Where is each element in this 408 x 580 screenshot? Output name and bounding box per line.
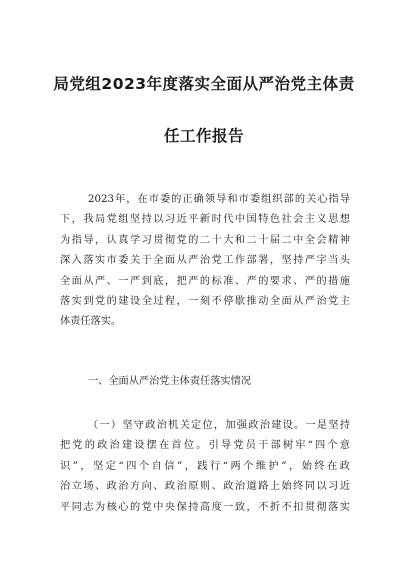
paragraph-line: 下，我局党组坚持以习近平新时代中国特色社会主义思想 <box>60 214 350 226</box>
document-title-line-1: 局党组2023年度落实全面从严治党主体责 <box>53 75 355 93</box>
paragraph-line: 体责任落实。 <box>60 316 122 328</box>
section-heading-1: 一、全面从严治党主体责任落实情况 <box>88 376 251 387</box>
paragraph-line: （一）坚守政治机关定位，加强政治建设。一是坚持 <box>88 420 350 431</box>
document-title-line-2: 任工作报告 <box>163 127 244 145</box>
paragraph-line: 识”，坚定“四个自信”，践行“两个维护”，始终在政 <box>60 460 350 472</box>
paragraph-line: 2023年，在市委的正确领导和市委组织部的关心指导 <box>88 194 350 205</box>
paragraph-line: 把党的政治建设摆在首位。引导党员干部树牢“四个意 <box>60 440 350 452</box>
paragraph-section-1-1 <box>60 416 350 518</box>
paragraph-line: 平同志为核心的党中央保持高度一致，不折不扣贯彻落实 <box>60 501 350 513</box>
paragraph-line: 全面从严、一严到底，把严的标准、严的要求、严的措施 <box>60 275 350 287</box>
paragraph-line: 治立场、政治方向、政治原则、政治道路上始终同以习近 <box>60 481 350 493</box>
paragraph-line: 落实到党的建设全过程，一刻不停歇推动全面从严治党主 <box>60 296 350 308</box>
paragraph-line: 深入落实市委关于全面从严治党工作部署，坚持严字当头 <box>60 255 350 267</box>
paragraph-intro <box>60 190 350 333</box>
paragraph-line: 为指导，认真学习贯彻党的二十大和二十届二中全会精神 <box>60 234 350 246</box>
